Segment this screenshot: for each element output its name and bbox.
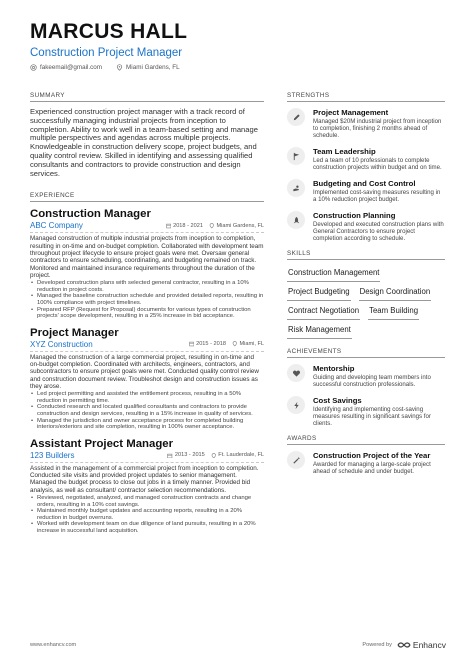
job-location-text: Miami Gardens, FL <box>216 222 264 229</box>
achievement-item <box>287 364 445 388</box>
calendar-icon <box>166 223 172 229</box>
location-pin-icon <box>116 64 123 71</box>
job-title: Construction Manager <box>30 208 151 221</box>
job-entry <box>30 208 264 319</box>
heart-icon <box>287 364 305 382</box>
job-title: Project Manager <box>30 326 119 339</box>
rocket-icon <box>287 211 305 229</box>
job-bullets <box>30 391 264 431</box>
job-bullet: • Developed construction plans with selected general contractor, resulting in a 10% reduction in project costs. <box>30 280 264 293</box>
strength-item <box>287 147 445 171</box>
strength-description: Led a team of 10 professionals to complete construction projects within budget and on time. <box>313 157 442 171</box>
strength-item <box>287 179 445 203</box>
summary-text: Experienced construction project manager with a track record of successfully managing industrial projects from inception to completion. Ability to work well in a team-based setting and manage multiple perspectives and agendas across multiple projects. Knowledgeable in construction delivery scope, project budgets, and quality control review. Skilled in identifying and assessing qualified consultants and contractors to provide construction and design services. <box>30 107 258 178</box>
achievement-title: Cost Savings <box>313 396 362 405</box>
job-entry <box>30 438 264 535</box>
strength-description: Managed $20M industrial project from inception to completion, finishing 2 months ahead of schedule. <box>313 118 442 139</box>
skills-list <box>287 266 445 339</box>
right-column <box>287 92 445 483</box>
job-bullet: • Maintained monthly budget updates and accounting reports, resulting in a 20% reduction in budget overruns. <box>30 508 264 521</box>
job-location <box>209 223 264 229</box>
job-description: Managed the construction of a large commercial project, resulting in on-time and on-budget completion. Coordinated with architects, engineers, contractors, and subcontractors to ensure project goals were met. Conducted quality control review and construction document review. Troubleshot design and construction issues as they arose. <box>30 353 259 390</box>
strength-title: Construction Planning <box>313 211 396 220</box>
experience-section <box>30 192 264 534</box>
strength-description: Implemented cost-saving measures resulting in a 10% reduction project budget. <box>313 189 441 203</box>
job-dates <box>166 223 203 229</box>
job-entry <box>30 327 264 431</box>
calendar-icon <box>167 453 173 459</box>
job-bullet: • Conducted research and located qualified consultants and contractors to provide construction and design services, resulting in a 15% increase in quality of services. <box>30 404 264 417</box>
strength-description: Developed and executed construction plans with General Contractors to ensure project completion according to schedule. <box>313 221 444 242</box>
achievement-title: Mentorship <box>313 364 355 373</box>
job-meta <box>30 340 264 352</box>
flag-icon <box>287 147 305 165</box>
footer <box>30 640 446 650</box>
job-bullet: • Prepared RFP (Request for Proposal) documents for various types of construction projects' scope development, resulting in a 25% increase in bid acceptance. <box>30 307 264 320</box>
location-pin-icon <box>211 453 217 459</box>
strengths-heading: STRENGTHS <box>287 92 445 102</box>
powered-by <box>362 640 446 650</box>
job-bullets <box>30 280 264 320</box>
strength-item <box>287 108 445 139</box>
location-pin-icon <box>209 223 215 229</box>
strength-title: Team Leadership <box>313 147 376 156</box>
brand-logo[interactable] <box>397 640 446 650</box>
job-description: Assisted in the management of a commercial project from inception to completion. Conducted site visits and provided project updates to senior management. Managed the budget process to close out jobs in a timely manner. Provided bid analysis, as well as consultant/ contractor selection recommendations. <box>30 464 259 494</box>
skill-tag: Design Coordination <box>359 285 432 301</box>
powered-by-text: Powered by <box>362 642 392 648</box>
strength-title: Budgeting and Cost Control <box>313 179 416 188</box>
hand-icon <box>287 179 305 197</box>
footer-website[interactable]: www.enhancv.com <box>30 642 77 648</box>
skills-heading: SKILLS <box>287 250 445 260</box>
awards-heading: AWARDS <box>287 435 445 445</box>
contact-info <box>30 64 450 71</box>
job-meta-right <box>167 452 264 458</box>
achievement-item <box>287 396 445 427</box>
email-text: fakeemail@gmail.com <box>40 64 103 71</box>
location-text: Miami Gardens, FL <box>126 64 180 71</box>
strengths-section <box>287 92 445 242</box>
skills-section <box>287 250 445 339</box>
job-location <box>211 452 264 458</box>
strength-title: Project Management <box>313 108 389 117</box>
job-meta-right <box>189 341 264 347</box>
at-icon <box>30 64 37 71</box>
job-description: Managed construction of multiple industrial projects from inception to completion, resulting in on-time and on-budget completion. Collaborated with development team throughout project lifecycle to ensure project goals were met. Oversaw general contractors to ensure scheduling, coordinating, and budgeting remained on track. Monitored and maintained insurance requirements throughout the duration of the project. <box>30 235 264 279</box>
skill-tag: Project Budgeting <box>287 285 351 301</box>
resume-header <box>30 20 450 71</box>
award-item <box>287 451 445 475</box>
candidate-name: MARCUS HALL <box>30 20 188 43</box>
job-bullet: • Worked with development team on due diligence of land pursuits, resulting in a 20% increase in successful land acquisition. <box>30 521 264 534</box>
award-title: Construction Project of the Year <box>313 451 431 460</box>
email-contact[interactable] <box>30 64 102 71</box>
job-meta-right <box>166 223 264 229</box>
achievements-section <box>287 348 445 427</box>
strength-item <box>287 211 445 242</box>
skill-tag: Risk Management <box>287 323 352 339</box>
job-bullet: • Managed the jurisdiction and owner acceptance process for completed building interiors/exteriors and site completion, resulting in 100% owner acceptance. <box>30 418 264 431</box>
enhancv-logo-icon <box>397 641 411 649</box>
job-bullet: • Managed the baseline construction schedule and provided detailed reports, resulting in 100% compliance with project timelines. <box>30 293 264 306</box>
location-contact <box>116 64 180 71</box>
company-name: 123 Builders <box>30 450 75 460</box>
job-bullet: • Reviewed, negotiated, analyzed, and managed construction contracts and change orders, resulting in a 10% cost savings. <box>30 495 264 508</box>
pencil-icon <box>287 108 305 126</box>
job-dates <box>167 452 204 458</box>
achievement-description: Guiding and developing team members into successful construction professionals. <box>313 374 431 388</box>
left-column <box>30 92 264 542</box>
skill-tag: Contract Negotiation <box>287 304 360 320</box>
awards-section <box>287 435 445 475</box>
job-dates-text: 2018 - 2021 <box>173 222 203 229</box>
achievement-description: Identifying and implementing cost-saving measures resulting in significant savings for clients. <box>313 406 431 427</box>
job-location <box>232 341 264 347</box>
skill-tag: Team Building <box>368 304 419 320</box>
lightning-icon <box>287 396 305 414</box>
job-meta <box>30 451 264 463</box>
job-dates-text: 2013 - 2015 <box>174 452 205 459</box>
job-dates <box>189 341 226 347</box>
job-location-text: Miami, FL <box>239 341 264 348</box>
brand-name: Enhancv <box>412 640 446 650</box>
award-description: Awarded for managing a large-scale project ahead of schedule and under budget. <box>313 461 431 475</box>
job-meta <box>30 221 264 233</box>
company-name: XYZ Construction <box>30 339 93 349</box>
company-name: ABC Company <box>30 221 83 231</box>
candidate-role: Construction Project Manager <box>30 47 183 59</box>
location-pin-icon <box>232 341 238 347</box>
calendar-icon <box>189 341 195 347</box>
magic-wand-icon <box>287 451 305 469</box>
summary-heading: SUMMARY <box>30 92 264 102</box>
job-bullets <box>30 495 264 535</box>
achievements-heading: ACHIEVEMENTS <box>287 348 445 358</box>
job-dates-text: 2015 - 2018 <box>196 341 226 348</box>
skill-tag: Construction Management <box>287 266 380 282</box>
experience-heading: EXPERIENCE <box>30 192 264 202</box>
job-title: Assistant Project Manager <box>30 437 174 450</box>
job-location-text: Ft. Lauderdale, FL <box>218 452 264 459</box>
job-bullet: • Led project permitting and assisted the entitlement process, resulting in a 50% reduction in permitting time. <box>30 391 264 404</box>
summary-section <box>30 92 264 178</box>
